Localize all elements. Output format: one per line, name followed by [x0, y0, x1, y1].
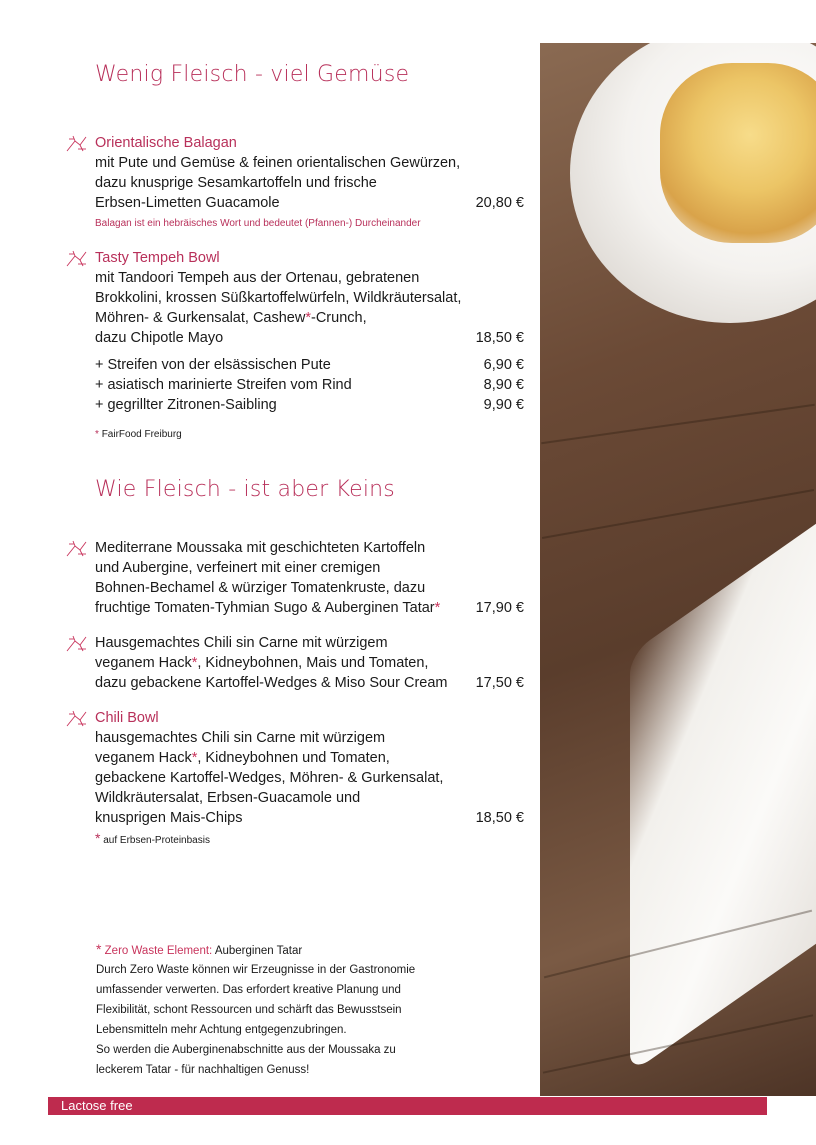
dish-description: knusprigen Mais-Chips	[95, 810, 243, 826]
dish-price: 18,50 €	[475, 810, 524, 826]
dish-description: dazu gebackene Kartoffel-Wedges & Miso Sour Cream	[95, 675, 448, 691]
dish-description: veganem Hack*, Kidneybohnen, Mais und Tomaten,	[95, 655, 429, 671]
zero-waste-text: Lebensmitteln mehr Achtung entgegenzubringen.	[96, 1024, 347, 1036]
dish-description: und Aubergine, verfeinert mit einer cremigen	[95, 560, 381, 576]
footer-label: Lactose free	[61, 1098, 133, 1113]
section-title: Wenig Fleisch - viel Gemüse	[95, 62, 410, 87]
extra-option: + gegrillter Zitronen-Saibling	[95, 397, 277, 413]
zero-waste-text: umfassender verwerten. Das erfordert kreative Planung und	[96, 984, 401, 996]
zero-waste-text: Flexibilität, schont Ressourcen und schärft das Bewusstsein	[96, 1004, 402, 1016]
dish-description: Wildkräutersalat, Erbsen-Guacamole und	[95, 790, 361, 806]
dish-description: mit Pute und Gemüse & feinen orientalischen Gewürzen,	[95, 155, 461, 171]
extra-option: + Streifen von der elsässischen Pute	[95, 357, 331, 373]
herb-leaf-icon	[64, 248, 90, 270]
dish-price: 17,50 €	[475, 675, 524, 691]
zero-waste-text: So werden die Auberginenabschnitte aus der Moussaka zu	[96, 1044, 396, 1056]
dish-note: Balagan ist ein hebräisches Wort und bedeutet (Pfannen-) Durcheinander	[95, 218, 421, 229]
section-title: Wie Fleisch - ist aber Keins	[95, 477, 395, 502]
dish-name: Orientalische Balagan	[95, 135, 237, 151]
herb-leaf-icon	[64, 708, 90, 730]
dish-description: Hausgemachtes Chili sin Carne mit würzigem	[95, 635, 388, 651]
dish-price: 20,80 €	[475, 195, 524, 211]
zero-waste-text: Durch Zero Waste können wir Erzeugnisse in der Gastronomie	[96, 964, 416, 976]
dish-name: Chili Bowl	[95, 710, 159, 726]
dish-description: dazu Chipotle Mayo	[95, 330, 224, 346]
dish-description: hausgemachtes Chili sin Carne mit würzigem	[95, 730, 386, 746]
extra-price: 8,90 €	[483, 377, 524, 393]
extra-option: + asiatisch marinierte Streifen vom Rind	[95, 377, 352, 393]
dish-description: Bohnen-Bechamel & würziger Tomatenkruste, dazu	[95, 580, 426, 596]
dish-description: veganem Hack*, Kidneybohnen und Tomaten,	[95, 750, 390, 766]
dish-description: Möhren- & Gurkensalat, Cashew*-Crunch,	[95, 310, 367, 326]
dish-description: Brokkolini, krossen Süßkartoffelwürfeln, Wildkräutersalat,	[95, 290, 462, 306]
extra-price: 9,90 €	[483, 397, 524, 413]
dish-description: dazu knusprige Sesamkartoffeln und frische	[95, 175, 377, 191]
dish-price: 17,90 €	[475, 600, 524, 616]
footnote: * auf Erbsen-Proteinbasis	[95, 830, 210, 846]
dish-description: mit Tandoori Tempeh aus der Ortenau, gebratenen	[95, 270, 420, 286]
dish-price: 18,50 €	[475, 330, 524, 346]
footnote: * FairFood Freiburg	[95, 429, 182, 440]
dish-name: Tasty Tempeh Bowl	[95, 250, 220, 266]
herb-leaf-icon	[64, 538, 90, 560]
footer-bar	[48, 1097, 767, 1115]
zero-waste-heading: * Zero Waste Element: Auberginen Tatar	[96, 941, 303, 957]
herb-leaf-icon	[64, 633, 90, 655]
food-photo	[540, 43, 816, 1096]
dish-description: Erbsen-Limetten Guacamole	[95, 195, 280, 211]
dish-description: fruchtige Tomaten-Tyhmian Sugo & Auberginen Tatar*	[95, 600, 441, 616]
dish-description: gebackene Kartoffel-Wedges, Möhren- & Gurkensalat,	[95, 770, 444, 786]
dish-description: Mediterrane Moussaka mit geschichteten Kartoffeln	[95, 540, 426, 556]
extra-price: 6,90 €	[483, 357, 524, 373]
herb-leaf-icon	[64, 133, 90, 155]
zero-waste-text: leckerem Tatar - für nachhaltigen Genuss!	[96, 1064, 310, 1076]
